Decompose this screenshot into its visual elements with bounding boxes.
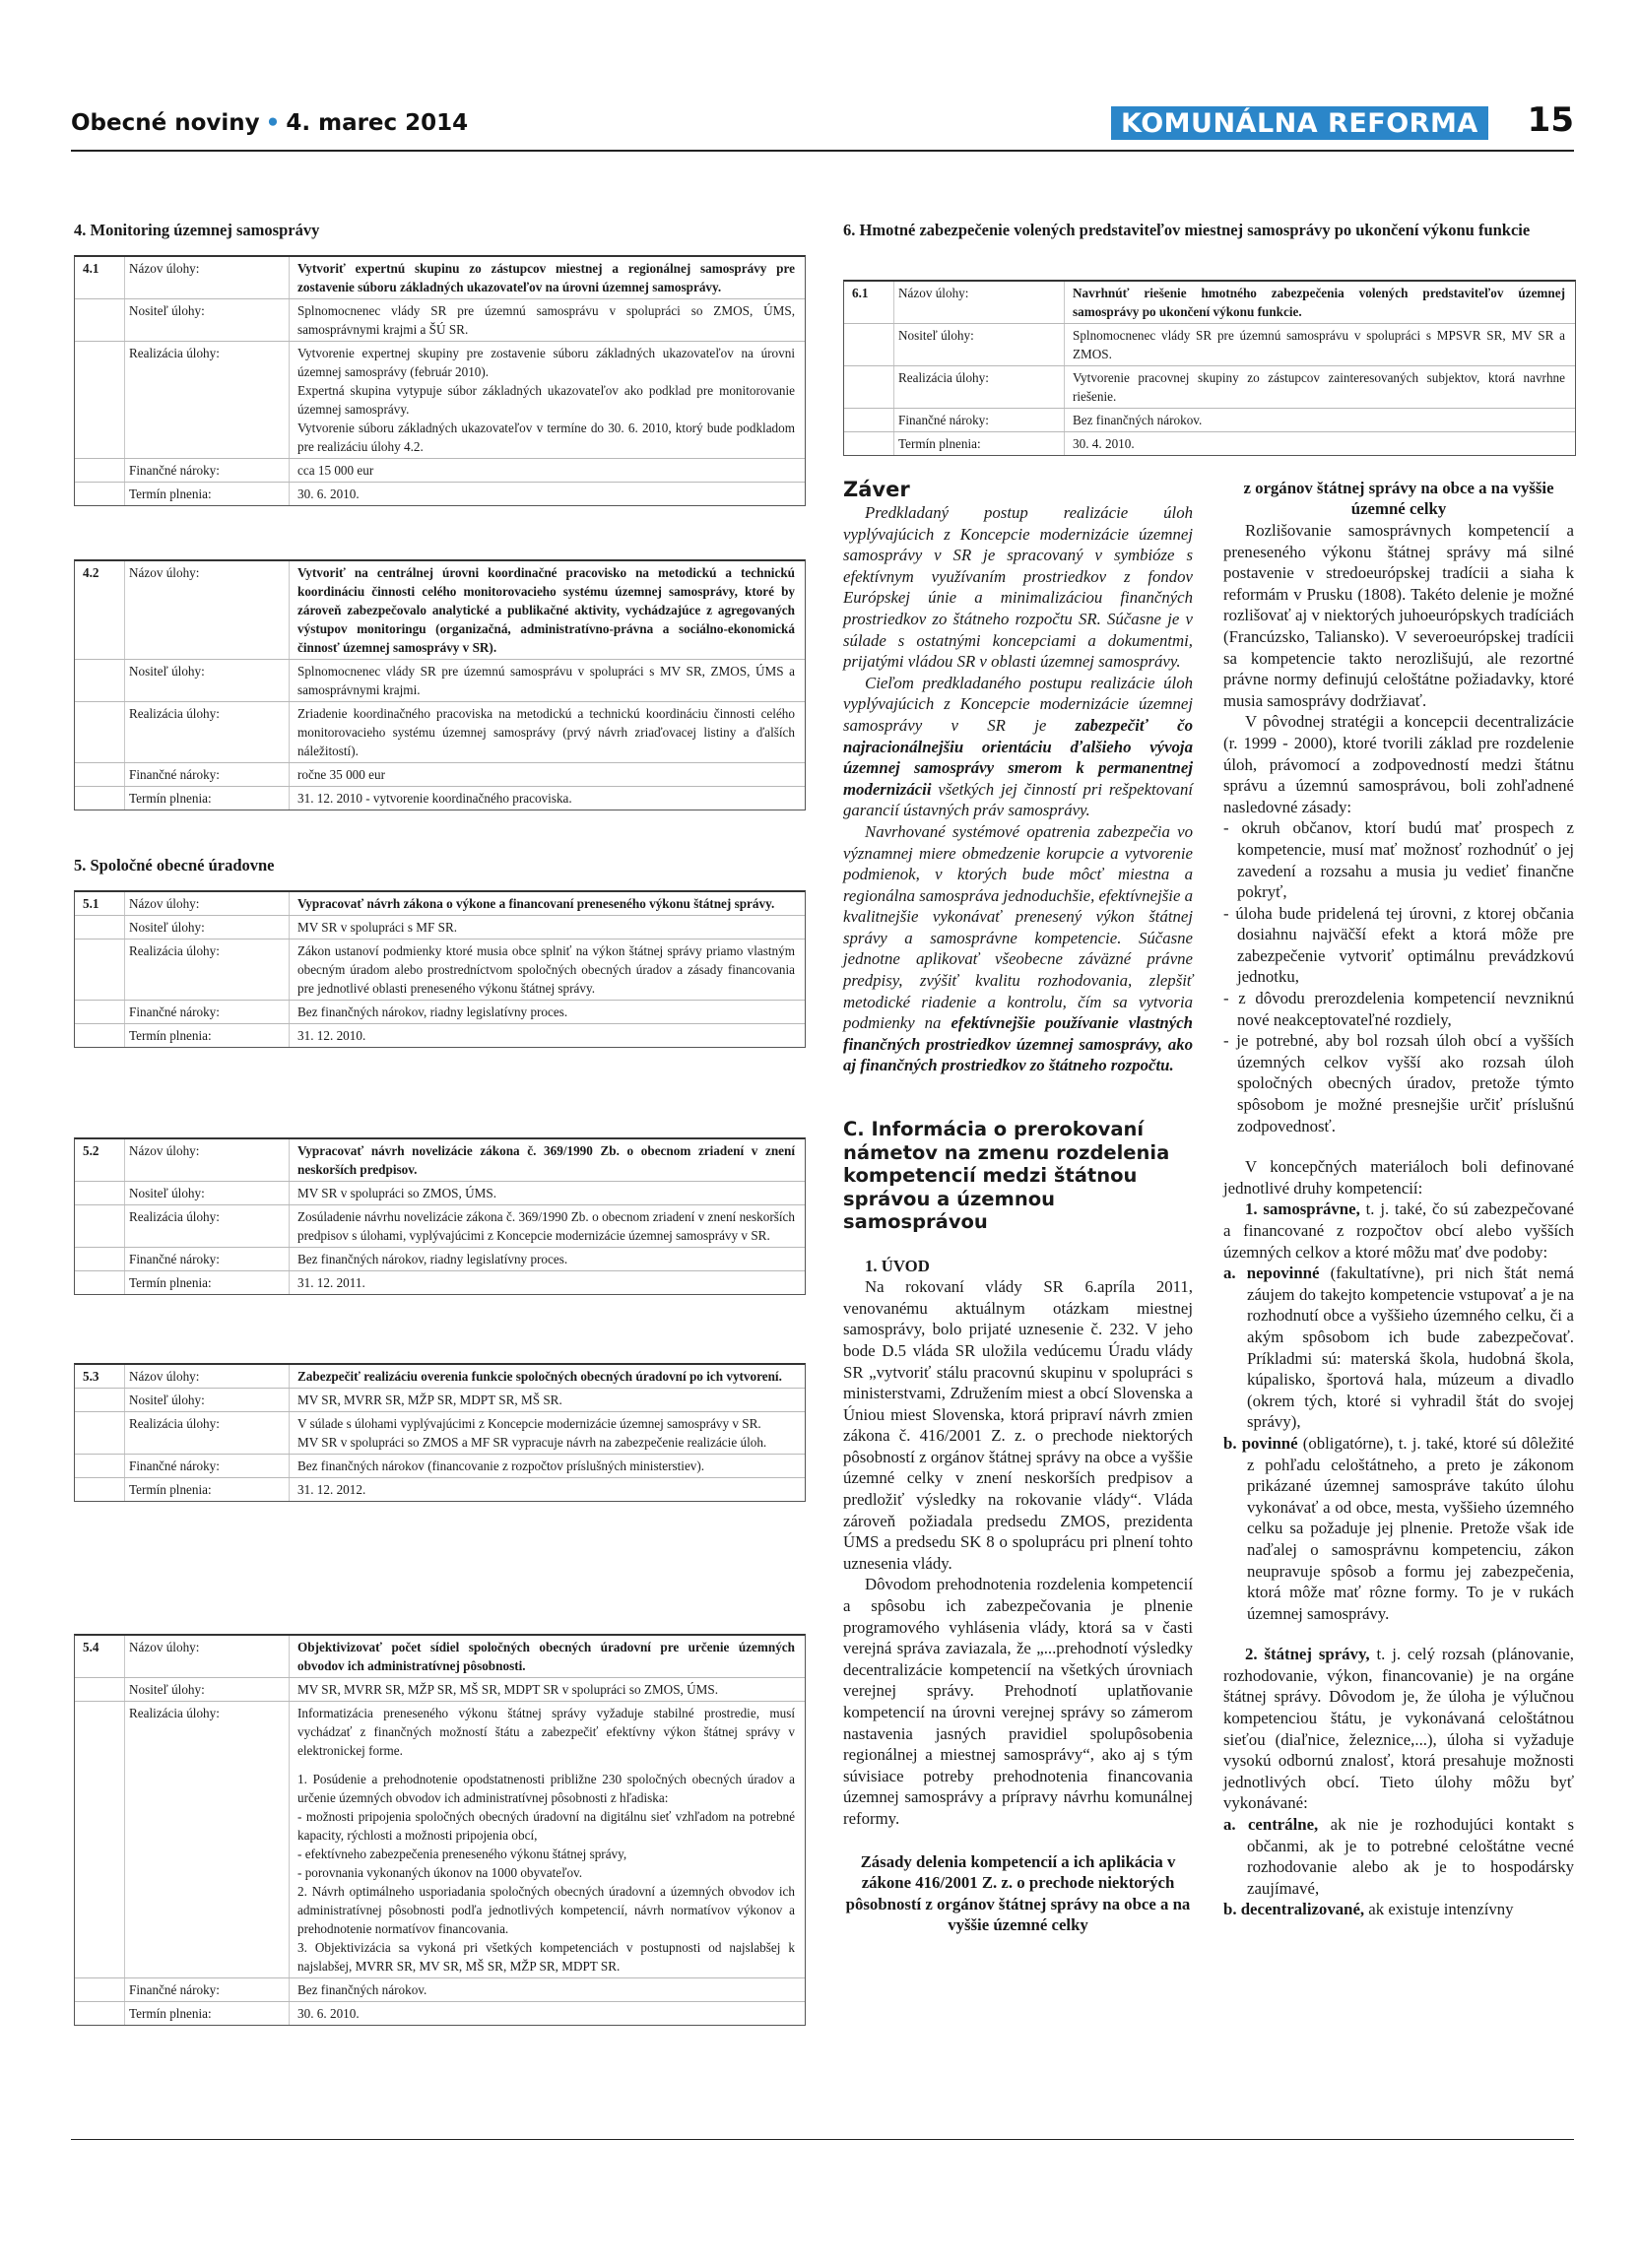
list-item: - z dôvodu prerozdelenia kompetencií nevzniknú nové neakceptovateľné rozdiely, — [1223, 989, 1574, 1029]
realization-line: 1. Posúdenie a prehodnotenie opodstatnenosti približne 230 spoločných obecných úradov a určenie územných obvodov ich administratívnej pôsobnosti z hľadiska: — [297, 1772, 795, 1805]
row-label: Názov úlohy: — [124, 1365, 289, 1388]
task-row-realization — [75, 939, 805, 1000]
body-paragraph: a. nepovinné (fakultatívne), pri nich štát nemá záujem do takejto kompetencie vstupovať a je na rozhodnutí obce a vyššieho územného celku, či a akým spôsobom ich bude zabezpečovať. Príkladmi sú: materská škola, hudobná škola, kúpalisko, športová hala, múzeum a divadlo (okrem tých, ktoré si vyhradil štát do svojej správy), — [1223, 1264, 1574, 1432]
row-label: Termín plnenia: — [124, 1024, 289, 1047]
intro-paragraph: Na rokovaní vlády SR 6.apríla 2011, venovanému aktuálnym otázkam miestnej samosprávy, bolo prijaté uznesenie č. 232. V jeho bode D.5 vláda SR uložila vedúcemu Úradu vlády SR „vytvoriť stálu pracovnú skupinu v spolupráci s ministerstvami, Združením miest a obcí Slovenska a Úniou miest Slovenska, ktorá pripraví návrh zmien zákona č. 416/2001 Z. z. o prechode niektorých pôsobností z orgánov štátnej správy na obce a vyššie územné celky v znení neskorších predpisov a predložiť výsledky na rokovanie vlády“. Vláda zároveň požiadala predsedu ZMOS, prezidenta ÚMS a predsedu SK 8 o spoluprácu pri plnení tohto uznesenia vlády. — [843, 1277, 1193, 1573]
row-label: Nositeľ úlohy: — [893, 324, 1064, 365]
body-paragraph: Rozlišovanie samosprávnych kompetencií a preneseného výkonu štátnej správy má silné postavenie v stredoeurópskej tradícii a siaha k reformám v Prusku (1808). Takéto delenie je možné rozlišovať aj v niektorých juhoeurópskych tradíciách (Francúzsko, Taliansko). V severoeurópskej tradícii sa kompetencie takto nerozlišujú, ale rezortné právne normy definujú celoštátne požiadavky, ktoré musia samosprávy dodržiavať. — [1223, 521, 1574, 710]
task-row-name — [75, 1636, 805, 1677]
row-label: Názov úlohy: — [893, 282, 1064, 323]
task-row-deadline — [75, 1477, 805, 1501]
row-label: Realizácia úlohy: — [893, 366, 1064, 408]
task-owner: Splnomocnenec vlády SR pre územnú samosprávu v spolupráci s MPSVR SR, MV SR a ZMOS. — [1064, 324, 1575, 365]
realization-line: Expertná skupina vytypuje súbor základných ukazovateľov ako podklad pre monitorovanie územnej samosprávy. — [297, 383, 795, 417]
row-label: Finančné nároky: — [124, 1455, 289, 1477]
task-row-owner — [75, 915, 805, 939]
task-row-deadline — [75, 786, 805, 810]
article-column-4 — [1223, 477, 1574, 1920]
task-row-finance — [75, 1000, 805, 1023]
realization-line: 2. Návrh optimálneho usporiadania spoločných obecných úradovní a územných obvodov ich administratívnej pôsobnosti podľa jednotlivých kompetencií, návrh normatívov výkonov a prehodnotenie normatívov financovania. — [297, 1884, 795, 1936]
body-paragraph: b. decentralizované, ak existuje intenzívny — [1223, 1900, 1514, 1919]
task-number: 5.4 — [83, 1640, 99, 1654]
task-finance: Bez finančných nárokov. — [1064, 409, 1575, 431]
task-row-realization — [75, 341, 805, 458]
task-row-finance — [75, 458, 805, 482]
task-number: 5.2 — [83, 1143, 99, 1158]
task-row-name — [75, 257, 805, 298]
task-row-deadline — [75, 2001, 805, 2025]
list-item: - úloha bude pridelená tej úrovni, z ktorej občania dosiahnu najväčší efekt a ktorá môže pre zabezpečenie vytvoriť optimálnu prevádzkovú jednotku, — [1223, 903, 1574, 987]
row-label: Nositeľ úlohy: — [124, 660, 289, 701]
task-row-name — [75, 1139, 805, 1181]
task-deadline: 31. 12. 2012. — [289, 1478, 805, 1501]
task-realization: Vytvorenie pracovnej skupiny zo zástupcov zainteresovaných subjektov, ktorá navrhne riešenie. — [1064, 366, 1575, 408]
task-number: 6.1 — [852, 286, 869, 300]
row-label: Finančné nároky: — [124, 459, 289, 482]
task-name: Navrhnúť riešenie hmotného zabezpečenia volených predstaviteľov územnej samosprávy po ukončení výkonu funkcie. — [1064, 282, 1575, 323]
row-label: Finančné nároky: — [124, 1978, 289, 2001]
list-item: - okruh občanov, ktorí budú mať prospech z kompetencie, musí mať možnosť rozhodnúť o jej zavedení a rozsahu a musia ju vedieť finančne pokryť, — [1223, 818, 1574, 902]
task-row-realization — [844, 365, 1575, 408]
task-row-finance — [75, 1977, 805, 2001]
task-row-finance — [844, 408, 1575, 431]
task-realization: Zriadenie koordinačného pracoviska na metodickú a technickú koordináciu činnosti celého monitorovacieho systému územnej samosprávy (prvý návrh zriaďovacej listiny a ďalších náležitostí). — [289, 702, 805, 762]
row-label: Finančné nároky: — [124, 1248, 289, 1270]
conclusion-heading: Záver — [843, 478, 910, 501]
task-name: Objektivizovať počet sídiel spoločných obecných úradovní pre určenie územných obvodov ich administratívnej pôsobnosti. — [289, 1636, 805, 1677]
row-label: Nositeľ úlohy: — [124, 1389, 289, 1411]
realization-line: - možnosti pripojenia spoločných obecných úradovní na digitálnu sieť vzhľadom na potrebné kapacity, rýchlosti a možnosti pripojenia obcí, — [297, 1809, 795, 1843]
task-row-deadline — [844, 431, 1575, 455]
task-table-6-1 — [843, 280, 1576, 456]
task-owner: Splnomocnenec vlády SR pre územnú samosprávu v spolupráci s MV SR, ZMOS, ÚMS a samosprávnymi krajmi. — [289, 660, 805, 701]
list-item: - je potrebné, aby bol rozsah úloh obcí a vyšších územných celkov vyšší ako rozsah úloh spoločných obecných úradov, pretože týmto spôsobom je možné presnejšie určiť príslušnú zodpovednosť. — [1223, 1031, 1574, 1135]
task-finance: Bez finančných nárokov, riadny legislatívny proces. — [289, 1001, 805, 1023]
task-row-deadline — [75, 1023, 805, 1047]
task-owner: MV SR, MVRR SR, MŽP SR, MDPT SR, MŠ SR. — [289, 1389, 805, 1411]
task-realization — [289, 1412, 805, 1454]
body-paragraph: 1. samosprávne, t. j. také, čo sú zabezpečované a financované z rozpočtov obcí alebo vyšších územných celkov a ktoré môžu mať dve podoby: — [1223, 1199, 1574, 1262]
task-finance: Bez finančných nárokov. — [289, 1978, 805, 2001]
newspaper-masthead — [71, 110, 468, 136]
row-label: Realizácia úlohy: — [124, 940, 289, 1000]
row-label: Realizácia úlohy: — [124, 1702, 289, 1977]
row-label: Nositeľ úlohy: — [124, 1182, 289, 1204]
task-name: Vypracovať návrh zákona o výkone a financovaní preneseného výkonu štátnej správy. — [289, 892, 805, 915]
realization-line: MV SR v spolupráci so ZMOS a MF SR vypracuje návrh na zabezpečenie realizácie úloh. — [297, 1435, 767, 1450]
header-rule — [71, 150, 1574, 152]
article-column-3 — [843, 477, 1193, 1935]
task-row-name — [844, 282, 1575, 323]
task-number: 5.1 — [83, 896, 99, 911]
realization-line: Vytvorenie súboru základných ukazovateľov v termíne do 30. 6. 2010, ktorý bude podkladom pre realizáciu úlohy 4.2. — [297, 421, 795, 454]
task-realization — [289, 1702, 805, 1977]
task-realization — [289, 342, 805, 458]
row-label: Termín plnenia: — [124, 483, 289, 505]
row-label: Názov úlohy: — [124, 892, 289, 915]
part-c-heading: C. Informácia o prerokovaní námetov na zmenu rozdelenia kompetencií medzi štátnou správou a územnou samosprávou — [843, 1118, 1170, 1234]
task-row-owner — [75, 298, 805, 341]
section-banner: KOMUNÁLNA REFORMA — [1111, 106, 1488, 140]
task-owner: MV SR v spolupráci so ZMOS, ÚMS. — [289, 1182, 805, 1204]
task-finance: ročne 35 000 eur — [289, 763, 805, 786]
principles-subheading: Zásady delenia kompetencií a ich aplikácia v zákone 416/2001 Z. z. o prechode niektorých pôsobností z orgánov štátnej správy na obce a na vyššie územné celky — [845, 1851, 1191, 1935]
task-row-owner — [75, 1388, 805, 1411]
task-deadline: 31. 12. 2010 - vytvorenie koordinačného pracoviska. — [289, 787, 805, 810]
emphasis: zabezpečiť čo najracionálnejšiu orientáciu ďalšieho vývoja územnej samosprávy smerom k permanentnej modernizácii — [843, 715, 1193, 799]
subheading-tail: z orgánov štátnej správy na obce a na vyššie územné celky — [1243, 478, 1554, 519]
row-label: Finančné nároky: — [124, 763, 289, 786]
task-table-4-1 — [74, 255, 806, 506]
task-finance: cca 15 000 eur — [289, 459, 805, 482]
task-table-5-2 — [74, 1137, 806, 1295]
realization-line: Vytvorenie expertnej skupiny pre zostavenie súboru základných ukazovateľov na úrovni územnej samosprávy (február 2010). — [297, 346, 795, 379]
body-paragraph: b. povinné (obligatórne), t. j. také, ktoré sú dôležité z pohľadu celoštátneho, a preto je zákonom prikázané územnej samospráve takúto úlohu vykonávať a od obce, mesta, vyššieho územného celku sa požaduje jej plnenie. Pretože však ide naďalej o samosprávnu kompetenciu, zákon neupravuje spôsob a formu jej zabezpečenia, ktorá môže mať rôzne formy. To je v rukách územnej samosprávy. — [1223, 1433, 1574, 1623]
task-row-finance — [75, 762, 805, 786]
issue-date: 4. marec 2014 — [286, 110, 469, 136]
intro-paragraph: Dôvodom prehodnotenia rozdelenia kompetencií a spôsobu ich zabezpečovania je plnenie programového vyhlásenia vlády, ktorá sa v časti verejná správa zaviazala, že „...prehodnotí výsledky decentralizácie kompetencií na všetkých úrovniach verejnej správy. Prehodnotí uplatňovanie kompetencií na úrovni verejnej správy so zámerom nastavenia jasných pravidiel spolupôsobenia regionálnej a miestnej samosprávy“, ako aj s tým súvisiace potreby prehodnotenia financovania územnej samosprávy a prípravy návrhu komunálnej reformy. — [843, 1575, 1193, 1828]
task-owner: Splnomocnenec vlády SR pre územnú samosprávu v spolupráci so ZMOS, ÚMS, samosprávnymi krajmi a ŠÚ SR. — [289, 299, 805, 341]
realization-line: - efektívneho zabezpečenia preneseného výkonu štátnej správy, — [297, 1847, 627, 1861]
conclusion-paragraph: Navrhované systémové opatrenia zabezpečia vo významnej miere obmedzenie korupcie a vytvorenie podmienok, v ktorých bude môcť miestna a regionálna samospráva jednoduchšie, efektívnejšie a kvalitnejšie vykonávať prenesený výkon štátnej správy a samosprávne kompetencie. Súčasne jednotne aplikovať všeobecne záväzné právne predpisy, zvýšiť kvalitu rozhodovania, zlepšiť metodické riadenie a kontrolu, čím sa vytvoria podmienky na efektívnejšie používanie vlastných finančných prostriedkov územnej samosprávy, ako aj finančných prostriedkov zo štátneho rozpočtu. — [843, 821, 1193, 1075]
task-table-5-1 — [74, 890, 806, 1048]
task-finance: Bez finančných nárokov (financovanie z rozpočtov príslušných ministerstiev). — [289, 1455, 805, 1477]
task-row-realization — [75, 701, 805, 762]
task-row-realization — [75, 1411, 805, 1454]
body-paragraph: 2. štátnej správy, t. j. celý rozsah (plánovanie, rozhodovanie, výkon, financovanie) je na orgáne štátnej správy. Dôvodom je, že úloha je výlučnou kompetenciou štátu, je vykonávaná celoštátnou sieťou (diaľnice, železnice,...), úloha si vyžaduje vysokú odbornú znalosť, ktorá presahuje možnosti jednotlivých obcí. Tieto úlohy môžu byť vykonávané: — [1223, 1645, 1574, 1813]
task-number: 5.3 — [83, 1369, 99, 1384]
task-owner: MV SR, MVRR SR, MŽP SR, MŠ SR, MDPT SR v spolupráci so ZMOS, ÚMS. — [289, 1678, 805, 1701]
task-row-deadline — [75, 482, 805, 505]
task-name: Vytvoriť expertnú skupinu zo zástupcov miestnej a regionálnej samosprávy pre zostavenie súboru základných ukazovateľov na úrovni územnej samosprávy. — [289, 257, 805, 298]
page-number: 15 — [1527, 100, 1574, 140]
task-deadline: 31. 12. 2011. — [289, 1271, 805, 1294]
task-owner: MV SR v spolupráci s MF SR. — [289, 916, 805, 939]
section-title-common-offices: 5. Spoločné obecné úradovne — [74, 856, 275, 875]
body-paragraph: a. centrálne, ak nie je rozhodujúci kontakt s občanmi, ak je to potrebné celoštátne vecné rozhodovanie alebo ak je to hospodársky zaujímavé, — [1223, 1815, 1574, 1898]
task-deadline: 30. 6. 2010. — [289, 2002, 805, 2025]
task-realization: Zákon ustanoví podmienky ktoré musia obce splniť na výkon štátnej správy priamo vlastným obecným úradom alebo prostredníctvom spoločných obecných úradov a zásady financovania pre jednotlivé oblasti preneseného výkonu štátnej správy. — [289, 940, 805, 1000]
row-label: Termín plnenia: — [893, 432, 1064, 455]
principles-subheading-continued — [1223, 477, 1574, 520]
task-row-realization — [75, 1701, 805, 1977]
conclusion-paragraph: Cieľom predkladaného postupu realizácie úloh vyplývajúcich z Koncepcie modernizácie územnej samosprávy v SR je zabezpečiť čo najracionálnejšiu orientáciu ďalšieho vývoja územnej samosprávy smerom k permanentnej modernizácii všetkých jej činností pri rešpektovaní garancií ústavných práv samosprávy. — [843, 673, 1193, 820]
body-paragraph: V koncepčných materiáloch boli definované jednotlivé druhy kompetencií: — [1223, 1157, 1574, 1198]
section-title-material-support: 6. Hmotné zabezpečenie volených predstaviteľov miestnej samosprávy po ukončení výkonu funkcie — [843, 221, 1531, 239]
realization-line: 3. Objektivizácia sa vykoná pri všetkých kompetenciách v postupnosti od najslabšej k najslabšej, MVRR SR, MV SR, MŠ SR, MŽP SR, MDPT SR. — [297, 1940, 795, 1974]
row-label: Realizácia úlohy: — [124, 342, 289, 458]
intro-heading: 1. ÚVOD — [865, 1256, 930, 1275]
row-label: Realizácia úlohy: — [124, 1412, 289, 1454]
task-name: Zabezpečiť realizáciu overenia funkcie spoločných obecných úradovní po ich vytvorení. — [289, 1365, 805, 1388]
task-deadline: 30. 4. 2010. — [1064, 432, 1575, 455]
row-label: Realizácia úlohy: — [124, 702, 289, 762]
task-row-finance — [75, 1454, 805, 1477]
row-label: Nositeľ úlohy: — [124, 916, 289, 939]
row-label: Termín plnenia: — [124, 2002, 289, 2025]
realization-intro: Informatizácia preneseného výkonu štátnej správy vyžaduje stabilné prostredie, musí vychádzať z finančných možností štátu a zabezpečiť efektívny výkon štátnej správy v elektronickej forme. — [297, 1706, 795, 1758]
row-label: Realizácia úlohy: — [124, 1205, 289, 1247]
row-label: Nositeľ úlohy: — [124, 299, 289, 341]
task-row-owner — [75, 1677, 805, 1701]
task-realization: Zosúladenie návrhu novelizácie zákona č. 369/1990 Zb. o obecnom zriadení v znení neskorších predpisov s úlohami, vyplývajúcimi z Koncepcie modernizácie územnej samosprávy v SR. — [289, 1205, 805, 1247]
task-table-5-3 — [74, 1363, 806, 1502]
task-name: Vytvoriť na centrálnej úrovni koordinačné pracovisko na metodickú a technickú koordináciu činnosti celého monitorovacieho systému územnej samosprávy, ktoré by zároveň zabezpečovalo analytické a publikačné aktivity, vychádzajúce z agregovaných výstupov monitoringu (organizačná, administratívno-právna a sociálno-ekonomická činnosť územnej samosprávy v SR). — [289, 561, 805, 659]
task-row-name — [75, 561, 805, 659]
task-name: Vypracovať návrh novelizácie zákona č. 369/1990 Zb. o obecnom zriadení v znení neskorších predpisov. — [289, 1139, 805, 1181]
row-label: Termín plnenia: — [124, 1478, 289, 1501]
conclusion-paragraph: Predkladaný postup realizácie úloh vyplývajúcich z Koncepcie modernizácie územnej samosprávy v SR je spracovaný v symbióze s efektívnym využívaním prostriedkov z fondov Európskej únie a minimalizáciou finančných prostriedkov zo štátneho rozpočtu SR. Súčasne je v súlade s ostatnými koncepciami a dokumentmi, prijatými vládou SR v oblasti územnej samosprávy. — [843, 503, 1193, 672]
row-label: Termín plnenia: — [124, 787, 289, 810]
task-deadline: 31. 12. 2010. — [289, 1024, 805, 1047]
row-label: Nositeľ úlohy: — [124, 1678, 289, 1701]
task-finance: Bez finančných nárokov, riadny legislatívny proces. — [289, 1248, 805, 1270]
task-row-deadline — [75, 1270, 805, 1294]
task-row-realization — [75, 1204, 805, 1247]
newspaper-name: Obecné noviny — [71, 110, 260, 136]
emphasis: efektívnejšie používanie vlastných finančných prostriedkov územnej samosprávy, ako aj finančných prostriedkov zo štátneho rozpočtu. — [843, 1013, 1193, 1075]
task-row-finance — [75, 1247, 805, 1270]
task-row-name — [75, 892, 805, 915]
realization-line: V súlade s úlohami vyplývajúcimi z Koncepcie modernizácie územnej samosprávy v SR. — [297, 1416, 761, 1431]
task-number: 4.1 — [83, 261, 99, 276]
task-row-owner — [75, 659, 805, 701]
row-label: Názov úlohy: — [124, 561, 289, 659]
task-table-4-2 — [74, 559, 806, 810]
footer-rule — [71, 2139, 1574, 2140]
task-deadline: 30. 6. 2010. — [289, 483, 805, 505]
task-number: 4.2 — [83, 565, 99, 580]
section-title-monitoring: 4. Monitoring územnej samosprávy — [74, 221, 320, 239]
row-label: Termín plnenia: — [124, 1271, 289, 1294]
row-label: Názov úlohy: — [124, 1636, 289, 1677]
task-row-name — [75, 1365, 805, 1388]
realization-line: - porovnania vykonaných úkonov na 1000 obyvateľov. — [297, 1865, 583, 1880]
body-paragraph: V pôvodnej stratégii a koncepcii decentralizácie (r. 1999 - 2000), ktoré tvorili základ pre rozdelenie úloh, právomocí a zodpovedností medzi štátnu správu a územnú samosprávou, boli zohľadnené nasledovné zásady: — [1223, 712, 1574, 816]
page-header — [71, 100, 1574, 154]
separator-dot: • — [265, 110, 281, 136]
row-label: Názov úlohy: — [124, 257, 289, 298]
task-row-owner — [844, 323, 1575, 365]
row-label: Finančné nároky: — [893, 409, 1064, 431]
task-table-5-4 — [74, 1634, 806, 2026]
task-row-owner — [75, 1181, 805, 1204]
row-label: Názov úlohy: — [124, 1139, 289, 1181]
row-label: Finančné nároky: — [124, 1001, 289, 1023]
